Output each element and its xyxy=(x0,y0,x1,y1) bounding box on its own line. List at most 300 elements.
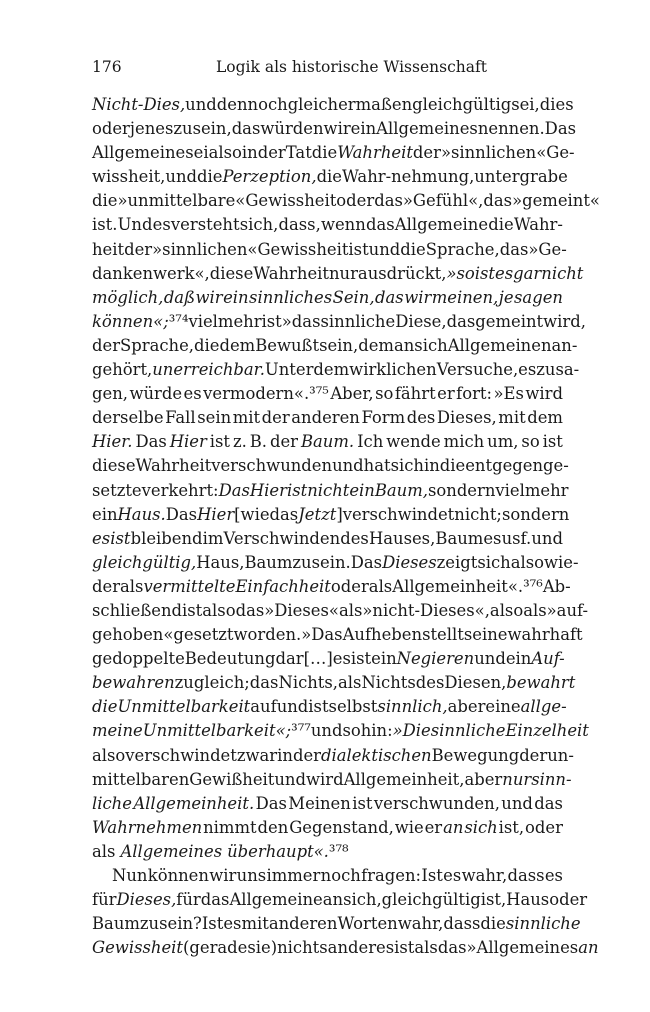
word: heit xyxy=(92,239,125,259)
word: mit xyxy=(498,408,526,428)
word: meine xyxy=(92,721,143,741)
word: möglich, xyxy=(92,287,164,307)
word: um, xyxy=(487,432,519,452)
word: im xyxy=(202,528,224,548)
word: Perzeption, xyxy=(222,167,317,187)
word: Versuche, xyxy=(436,360,519,380)
word: bewahren xyxy=(92,673,175,693)
word: ein xyxy=(350,119,377,139)
text-line xyxy=(92,599,589,623)
word: sinn- xyxy=(531,769,572,789)
text-line xyxy=(92,647,563,671)
word: und xyxy=(274,769,306,789)
word: als xyxy=(368,576,393,596)
word: nennen. xyxy=(477,119,545,139)
word: der xyxy=(269,432,299,452)
word: Ich xyxy=(357,432,384,452)
word: verschwunden xyxy=(211,456,333,476)
word: das xyxy=(249,673,279,693)
word: Wahrnehmen xyxy=(92,817,203,837)
word: sich xyxy=(464,817,498,837)
word: das xyxy=(231,119,261,139)
text-line xyxy=(92,382,563,406)
word: ist xyxy=(348,239,369,259)
word: nicht xyxy=(307,480,350,500)
word: Ist xyxy=(201,914,224,934)
word: Tat xyxy=(285,143,312,163)
text-line xyxy=(92,527,563,551)
word: sinnliches xyxy=(249,287,333,307)
text-line xyxy=(92,623,583,647)
text-line xyxy=(92,189,600,213)
word: Gewissheit xyxy=(92,938,183,958)
word: Allgemeine xyxy=(92,143,186,163)
word: hat xyxy=(363,456,391,476)
word: Haus. xyxy=(117,504,166,524)
word: Allgemeinheit«.³⁷⁶ xyxy=(392,576,543,596)
word: und xyxy=(276,697,309,717)
word: als xyxy=(414,938,438,958)
word: je xyxy=(498,287,514,307)
word: Haus, xyxy=(196,552,245,572)
word: als xyxy=(120,576,144,596)
word: aber xyxy=(464,769,503,789)
word: Wahr-nehmung, xyxy=(342,167,475,187)
word: wirklichen xyxy=(349,360,437,380)
word: Nichts xyxy=(361,673,416,693)
word: Und xyxy=(117,215,153,235)
word: sohin: xyxy=(342,721,393,741)
word: oder xyxy=(336,191,375,211)
word: es xyxy=(544,866,563,885)
word: gemeint xyxy=(475,311,544,331)
word: Diesen, xyxy=(444,673,507,693)
word: Aufheben xyxy=(342,625,423,645)
word: die xyxy=(197,167,223,187)
word: ist xyxy=(308,697,329,717)
word: sich, xyxy=(239,215,279,235)
word: »Es xyxy=(493,384,524,404)
word: und xyxy=(185,95,217,114)
word: also xyxy=(92,745,126,765)
word: Nun xyxy=(112,866,148,885)
word: Wahrheit xyxy=(337,143,413,163)
word: gleichgültig xyxy=(412,95,512,114)
word: (gerade xyxy=(182,938,248,958)
word: es xyxy=(152,215,171,235)
word: Allgemeinen xyxy=(447,335,552,355)
word: Bewegung xyxy=(431,745,520,765)
word: ein xyxy=(92,504,118,524)
word: die xyxy=(400,239,426,259)
word: es xyxy=(223,914,242,934)
word: Gewissheit xyxy=(245,191,337,211)
text-line xyxy=(92,936,599,960)
word: sich xyxy=(477,552,511,572)
word: gesetzt xyxy=(173,625,234,645)
word: Auf- xyxy=(531,649,565,669)
word: nur xyxy=(502,769,532,789)
text-line xyxy=(92,213,563,237)
word: vermodern«.³⁷⁵ xyxy=(203,384,329,404)
word: Sprache, xyxy=(425,239,500,259)
word: das xyxy=(374,191,403,211)
text-line xyxy=(92,141,575,165)
word: und xyxy=(368,239,401,259)
word: zugleich; xyxy=(174,673,250,693)
word: ist xyxy=(209,432,230,452)
word: Form xyxy=(361,408,406,428)
word: Baum. xyxy=(300,432,355,452)
word: dem xyxy=(358,335,394,355)
word: […] xyxy=(303,649,333,669)
word: »sinnlichen« xyxy=(440,143,547,163)
word: »sinnlichen« xyxy=(152,239,258,259)
word: an xyxy=(322,890,344,910)
word: verschwunden, xyxy=(373,793,500,813)
word: Bewußtsein, xyxy=(255,335,359,355)
word: für xyxy=(176,890,201,910)
word: versteht xyxy=(170,215,240,235)
word: anderen xyxy=(291,408,360,428)
word: der xyxy=(412,143,441,163)
word: immer xyxy=(266,866,321,885)
word: das xyxy=(483,191,513,211)
word: uns xyxy=(236,866,267,885)
word: wird xyxy=(525,384,563,404)
word: stellt xyxy=(422,625,464,645)
word: meinen, xyxy=(431,287,499,307)
word: wird xyxy=(305,769,344,789)
text-line xyxy=(92,768,572,792)
word: die xyxy=(439,456,466,476)
word: ist, xyxy=(480,890,507,910)
word: dem xyxy=(527,408,563,428)
word: das xyxy=(499,239,529,259)
word: das xyxy=(200,890,230,910)
word: das xyxy=(375,287,404,307)
word: sich xyxy=(390,456,424,476)
word: dass xyxy=(443,914,481,934)
word: wir xyxy=(209,866,237,885)
word: die xyxy=(488,215,514,235)
word: ein xyxy=(505,649,532,669)
word: nimmt xyxy=(203,817,257,837)
word: Ge- xyxy=(546,143,575,163)
word: ein xyxy=(349,480,375,500)
word: verschwindet xyxy=(342,504,455,524)
word: wenn xyxy=(320,215,366,235)
word: »Die xyxy=(392,721,431,741)
word: ist, xyxy=(498,817,525,837)
word: der xyxy=(92,576,121,596)
word: zu xyxy=(292,552,312,572)
word: dankenwerk«, xyxy=(92,263,210,283)
word: er xyxy=(437,384,455,404)
word: so xyxy=(521,432,540,452)
word: B. xyxy=(249,432,268,452)
word: nichts xyxy=(277,938,328,958)
word: dem xyxy=(313,360,350,380)
word: es xyxy=(183,384,202,404)
word: die xyxy=(194,335,220,355)
text-line xyxy=(92,262,584,286)
word: es xyxy=(443,866,462,885)
word: die xyxy=(92,191,118,211)
word: wir xyxy=(195,287,223,307)
word: ist. xyxy=(92,215,118,235)
text-line xyxy=(92,454,569,478)
word: Allgemeinheit, xyxy=(343,769,465,789)
word: Ab- xyxy=(542,576,571,596)
word: Das xyxy=(165,504,198,524)
word: und xyxy=(501,793,533,813)
word: »Dieses« xyxy=(264,600,339,620)
word: untergrabe xyxy=(474,167,568,187)
word: würden xyxy=(260,119,324,139)
word: an xyxy=(443,817,464,837)
word: Dieses, xyxy=(116,890,177,910)
text-line xyxy=(92,744,574,768)
word: Negieren xyxy=(396,649,475,669)
word: ist xyxy=(394,938,415,958)
word: Das xyxy=(218,480,250,500)
word: an- xyxy=(551,335,578,355)
word: verschwindet xyxy=(125,745,237,765)
word: der xyxy=(261,408,290,428)
text-line xyxy=(92,888,588,912)
word: gen, xyxy=(92,384,128,404)
word: Hier xyxy=(169,432,207,452)
text-line xyxy=(92,479,569,503)
word: Wahrheit xyxy=(253,263,329,283)
word: es xyxy=(518,360,537,380)
text-line xyxy=(92,719,589,743)
word: oder xyxy=(92,119,130,139)
word: un- xyxy=(547,745,574,765)
word: wahr, xyxy=(461,866,508,885)
word: und xyxy=(165,167,197,187)
word: Einfachheit xyxy=(235,576,331,596)
word: Diese, xyxy=(395,311,447,331)
word: mittelbaren xyxy=(92,769,190,789)
word: Aber, xyxy=(330,384,374,404)
word: zwar xyxy=(236,745,278,765)
word: Gegenstand, xyxy=(289,817,394,837)
word: mit xyxy=(232,408,261,428)
word: gehoben« xyxy=(92,625,174,645)
word: Allgemeine xyxy=(394,215,489,235)
text-line xyxy=(92,840,563,864)
word: das xyxy=(437,938,467,958)
word: zu xyxy=(536,360,556,380)
word: dass xyxy=(507,866,545,885)
word: ein xyxy=(371,649,397,669)
word: wir xyxy=(404,287,432,307)
word: das xyxy=(534,793,563,813)
word: also xyxy=(202,600,236,620)
word: können«;³⁷⁴ xyxy=(92,311,189,331)
word: Sprache, xyxy=(120,335,195,355)
word: [wie xyxy=(234,504,270,524)
word: usf. xyxy=(501,528,532,548)
word: wissheit, xyxy=(92,167,166,187)
word: also xyxy=(208,143,242,163)
word: derselbe xyxy=(92,408,164,428)
word: oder xyxy=(330,576,369,596)
text-line xyxy=(92,430,563,454)
text-line xyxy=(92,238,567,262)
word: ist xyxy=(182,600,203,620)
word: der xyxy=(92,335,121,355)
word: Hier xyxy=(197,504,235,524)
word: Haus xyxy=(506,890,550,910)
word: eine xyxy=(485,697,521,717)
word: wie xyxy=(394,817,424,837)
word: »Ge- xyxy=(528,239,567,259)
word: die xyxy=(92,697,118,717)
word: Hier. xyxy=(92,432,133,452)
word: »nicht-Dieses«, xyxy=(362,600,490,620)
word: »unmittelbare« xyxy=(117,191,246,211)
word: Allgemeinheit. xyxy=(133,793,255,813)
word: Unmittelbarkeit«;³⁷⁷ xyxy=(142,721,311,741)
word: dass, xyxy=(278,215,321,235)
word: sa- xyxy=(555,360,580,380)
word: Baum xyxy=(92,914,140,934)
word: Das xyxy=(544,119,576,139)
word: anderes xyxy=(327,938,395,958)
word: ein xyxy=(223,287,249,307)
word: gedoppelte xyxy=(92,649,185,669)
word: an xyxy=(393,335,415,355)
word: in xyxy=(277,745,293,765)
word: als xyxy=(523,600,547,620)
text-line xyxy=(92,286,563,310)
text-line xyxy=(92,575,571,599)
word: dialektischen xyxy=(320,745,432,765)
word: fährt xyxy=(394,384,436,404)
word: sich, xyxy=(343,890,382,910)
word: sinnliche xyxy=(505,914,581,934)
word: sinnliche xyxy=(320,311,396,331)
word: sei xyxy=(185,143,209,163)
word: gleichermaßen xyxy=(287,95,413,114)
word: »Das xyxy=(301,625,343,645)
text-line xyxy=(92,551,579,575)
word: sein? xyxy=(159,914,202,934)
word: Unter xyxy=(264,360,314,380)
word: wahr, xyxy=(397,914,444,934)
word: Allgemeines xyxy=(120,841,223,861)
word: »auf- xyxy=(546,600,589,620)
word: »so xyxy=(446,263,475,283)
word: können xyxy=(147,866,209,885)
word: Meinen xyxy=(288,793,351,813)
word: Nichts, xyxy=(278,673,339,693)
word: sinnliche xyxy=(430,721,506,741)
word: sagen xyxy=(514,287,563,307)
word: verkehrt: xyxy=(141,480,219,500)
word: also xyxy=(510,552,545,572)
word: wir xyxy=(323,119,351,139)
word: Worten xyxy=(337,914,398,934)
word: Fall xyxy=(165,408,196,428)
word: allge- xyxy=(520,697,567,717)
word: dem xyxy=(219,335,256,355)
word: es xyxy=(332,649,351,669)
word: sinnlich, xyxy=(377,697,448,717)
word: Einzelheit xyxy=(505,721,589,741)
word: gleichgültig, xyxy=(92,552,197,572)
word: Wahr- xyxy=(513,215,563,235)
word: seine xyxy=(463,625,508,645)
word: des xyxy=(406,408,436,428)
word: nicht xyxy=(541,263,584,283)
word: ist xyxy=(350,649,372,669)
word: das xyxy=(269,504,299,524)
word: Jetzt] xyxy=(298,504,343,524)
word: diese xyxy=(92,456,136,476)
word: das xyxy=(446,311,476,331)
word: gleichgültig xyxy=(381,890,481,910)
word: worden. xyxy=(233,625,302,645)
word: entgegenge- xyxy=(465,456,569,476)
word: an xyxy=(578,938,599,958)
word: z. xyxy=(232,432,247,452)
page-number: 176 xyxy=(92,58,122,76)
text-line xyxy=(92,310,586,334)
word: mit xyxy=(241,914,269,934)
word: sie) xyxy=(247,938,278,958)
word: Unmittelbarkeit xyxy=(117,697,251,717)
word: liche xyxy=(92,793,132,813)
word: fragen: xyxy=(361,866,422,885)
word: wahrhaft xyxy=(507,625,583,645)
word: der xyxy=(124,239,153,259)
word: gar xyxy=(513,263,542,283)
word: ist xyxy=(352,793,373,813)
word: sondern xyxy=(501,504,570,524)
word: selbst xyxy=(328,697,378,717)
word: Gewissheit xyxy=(257,239,349,259)
word: ist xyxy=(542,432,563,452)
word: schließend xyxy=(92,600,183,620)
word: des xyxy=(415,673,445,693)
text-line xyxy=(92,695,567,719)
word: oder xyxy=(549,890,588,910)
word: Baum, xyxy=(374,480,428,500)
word: zu xyxy=(173,119,193,139)
word: er xyxy=(424,817,443,837)
word: Sein, xyxy=(332,287,375,307)
running-head xyxy=(92,58,562,82)
word: als xyxy=(92,841,116,861)
word: den xyxy=(257,817,289,837)
text-line xyxy=(92,912,581,936)
word: Verschwinden xyxy=(223,528,341,548)
text-line xyxy=(92,358,580,382)
word: Bedeutung xyxy=(184,649,276,669)
word: aber xyxy=(447,697,486,717)
word: Dieses, xyxy=(436,408,497,428)
word: Das xyxy=(350,552,383,572)
text-line xyxy=(92,792,563,816)
word: der xyxy=(519,745,548,765)
word: vielmehr xyxy=(495,480,569,500)
word: in xyxy=(241,143,258,163)
text-line xyxy=(92,671,576,695)
